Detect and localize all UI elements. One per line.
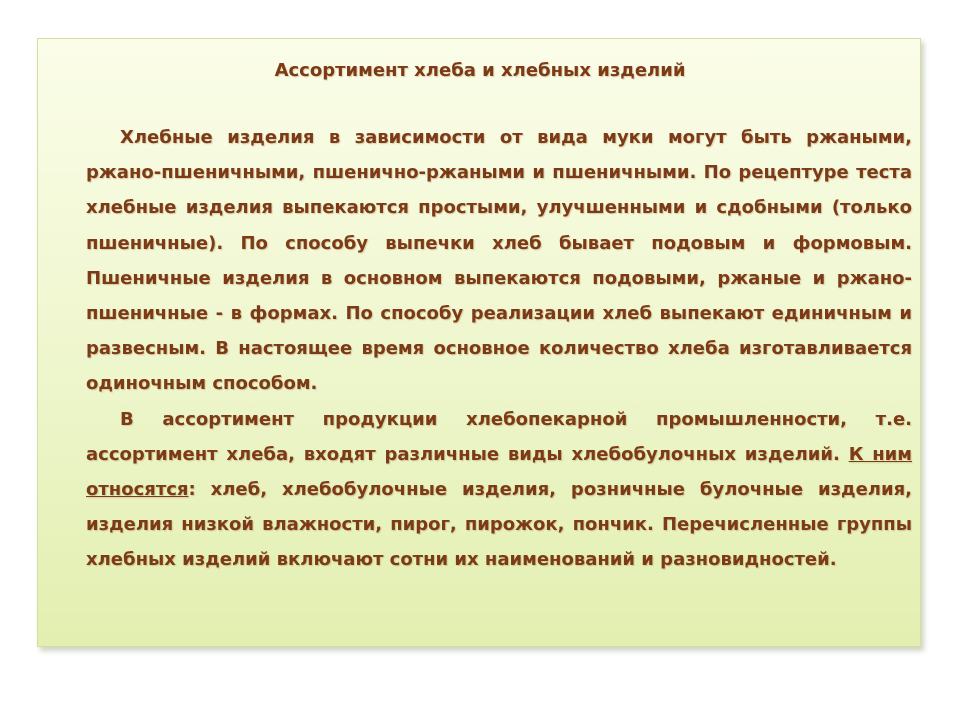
- underlined-phrase: К ним относятся: [86, 443, 912, 501]
- paragraph-assortment: [86, 402, 912, 578]
- paragraph-bread-types: Хлебные изделия в зависимости от вида муки могут быть ржаными, ржано-пшеничными, пшенично-ржаными и пшеничными. По рецептуре теста хлебные изделия выпекаются простыми, улучшенными и сдобными (только пшеничные). По способу выпечки хлеб бывает подовым и формовым. Пшеничные изделия в основном выпекаются подовыми, ржаные и ржано-пшеничные - в формах. По способу реализации хлеб выпекают единичным и развесным. В настоящее время основное количество хлеба изготавливается одиночным способом.: [86, 127, 912, 395]
- slide-body: [86, 120, 912, 578]
- paragraph-assortment-intro: В ассортимент продукции хлебопекарной промышленности, т.е. ассортимент хлеба, входят различные виды хлебобулочных изделий.: [86, 408, 912, 465]
- paragraph-assortment-list: : хлеб, хлебобулочные изделия, розничные булочные изделия, изделия низкой влажности, пирог, пирожок, пончик. Перечисленные группы хлебных изделий включают сотни их наименований и разновидностей.: [86, 479, 912, 571]
- text-box: [37, 38, 921, 647]
- slide-title: Ассортимент хлеба и хлебных изделий: [274, 60, 686, 81]
